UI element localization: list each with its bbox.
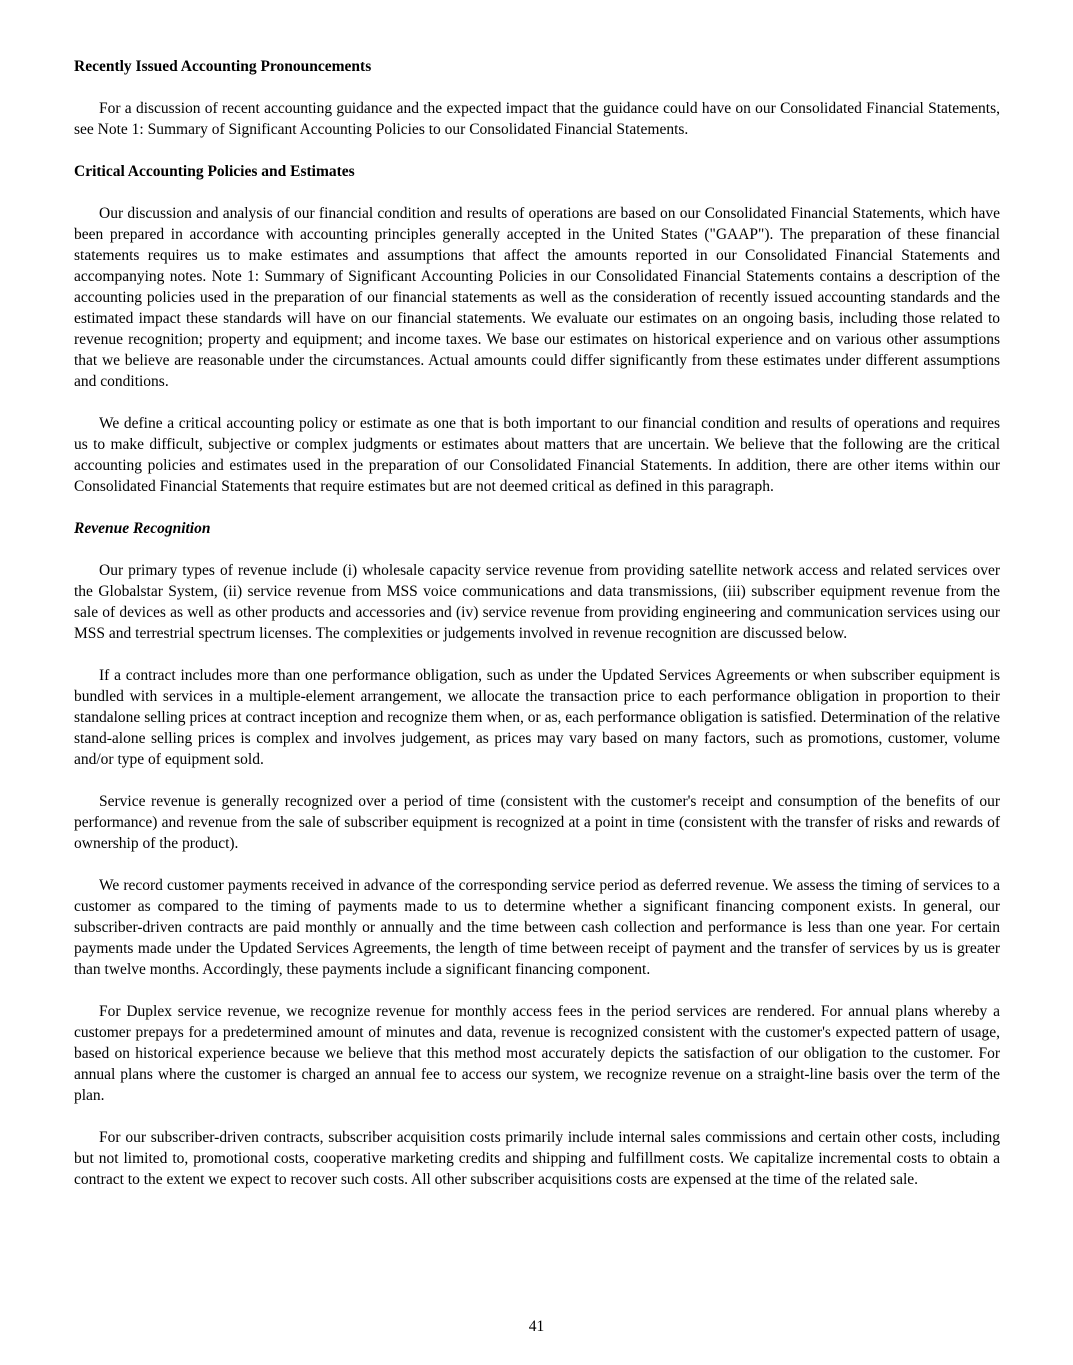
- heading-critical-policies: Critical Accounting Policies and Estimates: [74, 163, 355, 180]
- paragraph-critical-policies-1: Our discussion and analysis of our financial condition and results of operations are based on our Consolidated Financial Statements, which have been prepared in accordance with accounting principles generally accepted in the United States ("GAAP"). The preparation of these financial statements requires us to make estimates and assumptions that affect the amounts reported in our Consolidated Financial Statements and accompanying notes. Note 1: Summary of Significant Accounting Policies in our Consolidated Financial Statements contains a description of the accounting policies used in the preparation of our financial statements as well as the consideration of recently issued accounting standards and the estimated impact these standards will have on our financial statements. We evaluate our estimates on an ongoing basis, including those related to revenue recognition; property and equipment; and income taxes. We base our estimates on historical experience and on various other assumptions that we believe are reasonable under the circumstances. Actual amounts could differ significantly from these estimates under different assumptions and conditions.: [74, 205, 1000, 390]
- paragraph-revenue-recognition-5: For Duplex service revenue, we recognize revenue for monthly access fees in the period services are rendered. For annual plans whereby a customer prepays for a predetermined amount of minutes and data, revenue is recognized consistent with the customer's expected pattern of usage, based on historical experience because we believe that this method most accurately depicts the satisfaction of our obligation to the customer. For annual plans where the customer is charged an annual fee to access our system, we recognize revenue on a straight-line basis over the term of the plan.: [74, 1003, 1000, 1104]
- document-page: [74, 56, 1000, 1190]
- paragraph-critical-policies-2: We define a critical accounting policy or estimate as one that is both important to our financial condition and results of operations and requires us to make difficult, subjective or complex judgments or estimates about matters that are uncertain. We believe that the following are the critical accounting policies and estimates used in the preparation of our Consolidated Financial Statements. In addition, there are other items within our Consolidated Financial Statements that require estimates but are not deemed critical as defined in this paragraph.: [74, 415, 1000, 495]
- heading-recent-pronouncements: Recently Issued Accounting Pronouncements: [74, 58, 372, 75]
- paragraph-revenue-recognition-3: Service revenue is generally recognized over a period of time (consistent with the customer's receipt and consumption of the benefits of our performance) and revenue from the sale of subscriber equipment is recognized at a point in time (consistent with the transfer of risks and rewards of ownership of the product).: [74, 793, 1000, 852]
- paragraph-revenue-recognition-6: For our subscriber-driven contracts, subscriber acquisition costs primarily include internal sales commissions and certain other costs, including but not limited to, promotional costs, cooperative marketing credits and shipping and fulfillment costs. We capitalize incremental costs to obtain a contract to the extent we expect to recover such costs. All other subscriber acquisitions costs are expensed at the time of the related sale.: [74, 1129, 1000, 1188]
- page-number: 41: [528, 1318, 545, 1335]
- paragraph-recent-pronouncements-1: For a discussion of recent accounting guidance and the expected impact that the guidance could have on our Consolidated Financial Statements, see Note 1: Summary of Significant Accounting Policies to our Consolidated Financial Statements.: [74, 100, 1000, 138]
- paragraph-revenue-recognition-1: Our primary types of revenue include (i) wholesale capacity service revenue from providing satellite network access and related services over the Globalstar System, (ii) service revenue from MSS voice communications and data transmissions, (iii) subscriber equipment revenue from the sale of devices as well as other products and accessories and (iv) service revenue from providing engineering and communication services using our MSS and terrestrial spectrum licenses. The complexities or judgements involved in revenue recognition are discussed below.: [74, 562, 1000, 642]
- paragraph-revenue-recognition-2: If a contract includes more than one performance obligation, such as under the Updated Services Agreements or when subscriber equipment is bundled with services in a multiple-element arrangement, we allocate the transaction price to each performance obligation in proportion to their standalone selling prices at contract inception and recognize them when, or as, each performance obligation is satisfied. Determination of the relative stand-alone selling prices is complex and involves judgement, as prices may vary based on many factors, such as promotions, customer, volume and/or type of equipment sold.: [74, 667, 1000, 768]
- heading-revenue-recognition: Revenue Recognition: [74, 520, 211, 537]
- paragraph-revenue-recognition-4: We record customer payments received in advance of the corresponding service period as deferred revenue. We assess the timing of services to a customer as compared to the timing of payments made to us to determine whether a significant financing component exists. In general, our subscriber-driven contracts are paid monthly or annually and the time between cash collection and performance is less than one year. For certain payments made under the Updated Services Agreements, the length of time between receipt of payment and the transfer of services by us is greater than twelve months. Accordingly, these payments include a significant financing component.: [74, 877, 1000, 978]
